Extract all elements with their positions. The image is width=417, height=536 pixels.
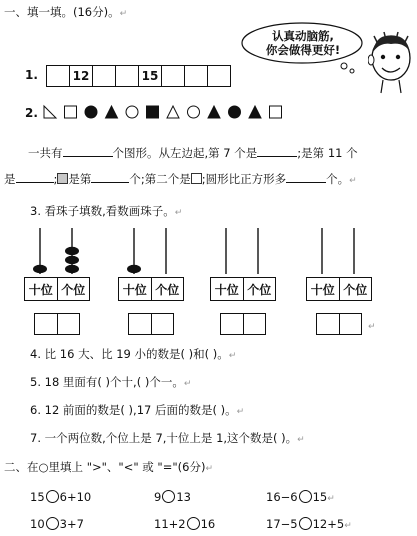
circle-outline-shape-icon — [188, 106, 200, 118]
q1-cell[interactable]: 12 — [70, 66, 93, 86]
compare-item: 17−5 12+5↵ — [266, 517, 352, 531]
q4: 4. 比 16 大、比 19 小的数是( )和( )。↵ — [30, 347, 237, 361]
abacus-2 — [118, 226, 184, 335]
q6: 6. 12 前面的数是( ),17 后面的数是( )。↵ — [30, 403, 245, 417]
q2-number: 2. — [25, 106, 38, 120]
compare-item: 10 3+7 — [30, 517, 84, 531]
q2-line1: 一共有 个图形。从左边起,第 7 个是 ;是第 11 个 — [28, 146, 358, 160]
compare-item: 11+2 16 — [154, 517, 216, 531]
q1-cell[interactable] — [93, 66, 116, 86]
compare-circle-input[interactable] — [299, 517, 312, 530]
abacus-rods-icon — [306, 226, 370, 274]
q2-blank-eleventh[interactable] — [16, 170, 54, 183]
q2-line2: 是 ; 是第 个;第二个是 ;圆形比正方形多 个。↵ — [4, 172, 357, 186]
tens-label: 十位 — [307, 278, 340, 300]
q3-title: 3. 看珠子填数,看数画珠子。↵ — [30, 204, 183, 218]
abacus-3 — [210, 226, 276, 335]
abacus-answer-box[interactable] — [220, 313, 266, 335]
abacus-bead — [33, 265, 47, 273]
abacus-label-row — [24, 277, 90, 301]
gray-square-icon — [57, 173, 68, 184]
q5: 5. 18 里面有( )个十,( )个一。↵ — [30, 375, 192, 389]
circle-outline-shape-icon — [126, 106, 138, 118]
compare-item: 15 6+10 — [30, 490, 92, 504]
compare-circle-input[interactable] — [299, 490, 312, 503]
abacus-label-row — [210, 277, 276, 301]
abacus-bead — [65, 256, 79, 264]
white-square-icon — [191, 173, 202, 184]
compare-circle-input[interactable] — [46, 517, 59, 530]
section1-title: 一、填一填。(16分)。↵ — [4, 5, 128, 19]
q2-blank-square-position[interactable] — [91, 170, 129, 183]
abacus-answer-box[interactable] — [128, 313, 174, 335]
cartoon-boy-icon — [368, 30, 414, 94]
circle-filled-shape-icon — [85, 106, 97, 118]
ones-label: 个位 — [155, 282, 180, 297]
triangle-outline-shape-icon — [44, 106, 56, 118]
abacus-rods-icon — [210, 226, 274, 274]
abacus-label-row — [306, 277, 372, 301]
compare-circle-input[interactable] — [187, 517, 200, 530]
tens-label: 十位 — [119, 278, 152, 300]
tens-label: 十位 — [211, 278, 244, 300]
q1-cell[interactable] — [162, 66, 185, 86]
ones-label: 个位 — [61, 282, 86, 297]
abacus-rods-icon — [24, 226, 88, 274]
square-outline-shape-icon — [65, 106, 77, 118]
abacus-answer-box[interactable] — [316, 313, 362, 335]
square-outline-shape-icon — [270, 106, 282, 118]
q2-blank-total[interactable] — [63, 144, 113, 157]
q2-blank-difference[interactable] — [286, 170, 326, 183]
compare-circle-input[interactable] — [46, 490, 59, 503]
abacus-label-row — [118, 277, 184, 301]
q1-cell[interactable] — [47, 66, 70, 86]
abacus-rods-icon — [118, 226, 182, 274]
abacus-answer-box[interactable] — [34, 313, 80, 335]
abacus-bead — [127, 265, 141, 273]
tens-label: 十位 — [25, 278, 58, 300]
ones-label: 个位 — [247, 282, 272, 297]
q1-number: 1. — [25, 68, 38, 82]
thought-bubble — [240, 22, 366, 64]
compare-item: 16−6 15↵ — [266, 490, 335, 504]
ones-label: 个位 — [343, 282, 368, 297]
triangle-filled-shape-icon — [106, 106, 118, 118]
q1-cell[interactable] — [116, 66, 139, 86]
triangle-filled-shape-icon — [249, 106, 261, 118]
abacus-4: 十位 个位 ↵ — [306, 226, 372, 335]
triangle-filled-shape-icon — [208, 106, 220, 118]
bubble-line2: 你会做得更好! — [265, 43, 341, 57]
q1-number-row — [46, 65, 231, 87]
square-filled-shape-icon — [147, 106, 159, 118]
section2-title: 二、在○里填上 ">"、"<" 或 "="(6分)↵ — [4, 460, 213, 474]
abacus-bead — [65, 247, 79, 255]
abacus-1 — [24, 226, 90, 335]
compare-circle-input[interactable] — [162, 490, 175, 503]
q1-cell[interactable] — [185, 66, 208, 86]
compare-item: 9 13 — [154, 490, 191, 504]
circle-filled-shape-icon — [229, 106, 241, 118]
abacus-bead — [65, 265, 79, 273]
q7: 7. 一个两位数,个位上是 7,十位上是 1,这个数是( )。↵ — [30, 431, 305, 445]
q1-cell[interactable] — [208, 66, 230, 86]
q1-cell[interactable]: 15 — [139, 66, 162, 86]
q2-shape-row — [42, 103, 302, 121]
triangle-outline-shape-icon — [167, 106, 179, 118]
q2-blank-seventh[interactable] — [257, 144, 297, 157]
bubble-line1: 认真动脑筋, — [272, 29, 334, 43]
